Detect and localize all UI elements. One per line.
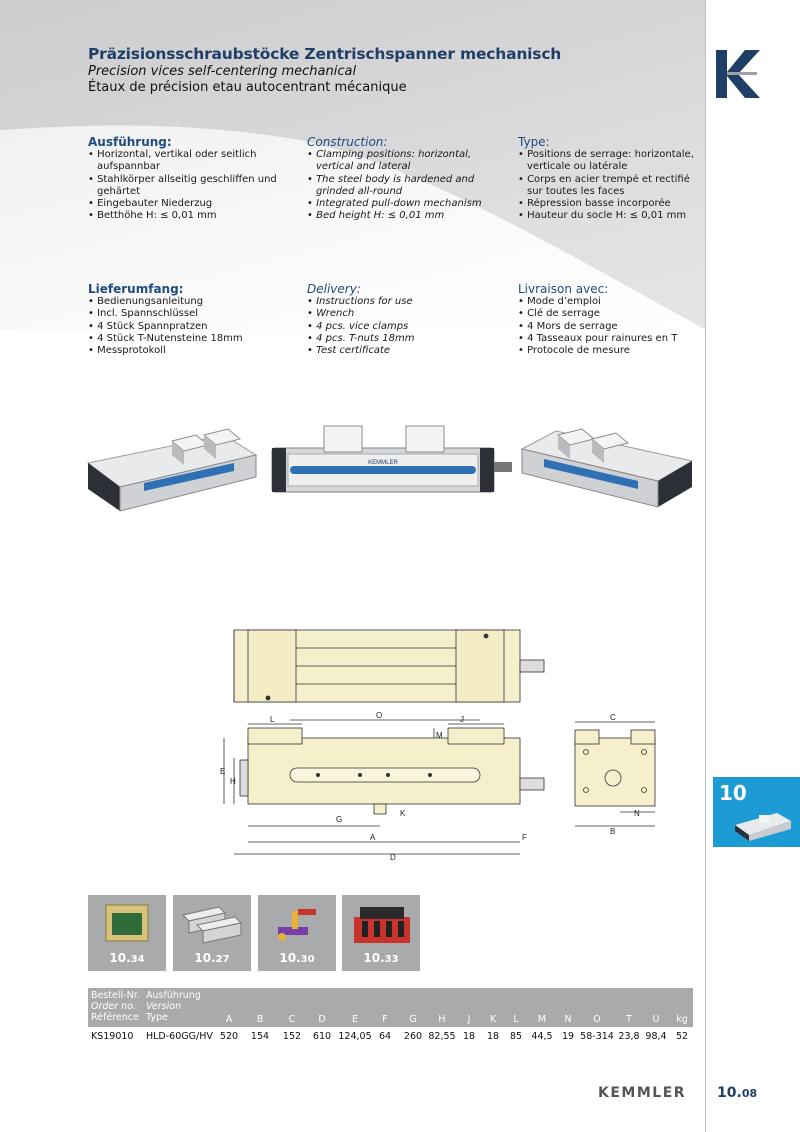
list-item: • Horizontal, vertikal oder seitlich aufspannbar bbox=[88, 149, 288, 173]
construction-fr-heading: Type: bbox=[518, 135, 550, 149]
dimension-label: C bbox=[610, 713, 616, 722]
column-header: L bbox=[513, 1014, 519, 1025]
clamp-tool-icon bbox=[272, 901, 322, 945]
page-titles bbox=[88, 45, 561, 95]
list-item: • Corps en acier trempé et rectifié sur toutes les faces bbox=[518, 174, 698, 198]
list-item: • 4 pcs. T-nuts 18mm bbox=[307, 333, 497, 345]
accessory-number: 10. bbox=[109, 951, 131, 965]
header-text: Order no. bbox=[91, 1001, 137, 1012]
column-header: J bbox=[467, 1014, 471, 1025]
column-header: F bbox=[382, 1014, 388, 1025]
dimension-label: N bbox=[634, 809, 640, 818]
kemmler-logo-icon bbox=[714, 46, 762, 102]
dimension-label: A bbox=[370, 833, 376, 842]
table-cell: 82,55 bbox=[428, 1031, 456, 1042]
header-text: Type bbox=[146, 1012, 168, 1023]
list-item: • Wrench bbox=[307, 308, 497, 320]
accessory-number: 10. bbox=[363, 951, 385, 965]
vice-photo-angled-left bbox=[84, 415, 260, 515]
list-item: • Positions de serrage: horizontale, verticale ou latérale bbox=[518, 149, 698, 173]
list-item: • Bedienungsanleitung bbox=[88, 296, 288, 308]
list-item: • The steel body is hardened and grinded all-round bbox=[307, 174, 497, 198]
table-cell: 58-314 bbox=[580, 1031, 614, 1042]
table-cell: 23,8 bbox=[618, 1031, 640, 1042]
construction-en-heading: Construction: bbox=[307, 135, 388, 149]
column-header: kg bbox=[676, 1014, 688, 1025]
list-item: • 4 Stück Spannpratzen bbox=[88, 321, 288, 333]
accessory-subnumber: 34 bbox=[130, 954, 145, 965]
accessory-number: 10. bbox=[279, 951, 301, 965]
column-header: H bbox=[438, 1014, 446, 1025]
section-number: 10 bbox=[719, 781, 747, 805]
title-german: Präzisionsschraubstöcke Zentrischspanner mechanisch bbox=[88, 45, 562, 63]
header-text: Bestell-Nr. bbox=[91, 990, 140, 1001]
construction-de bbox=[88, 136, 288, 222]
list-item: • Integrated pull-down mechanism bbox=[307, 198, 497, 210]
delivery-fr-list bbox=[518, 296, 698, 357]
dimension-label: D bbox=[390, 853, 396, 862]
list-item: • Mode d’emploi bbox=[518, 296, 698, 308]
list-item: • Eingebauter Niederzug bbox=[88, 198, 288, 210]
dimension-label: L bbox=[270, 715, 275, 724]
list-item: • Messprotokoll bbox=[88, 345, 288, 357]
title-french: Étaux de précision etau autocentrant mécanique bbox=[88, 80, 407, 95]
list-item: • Hauteur du socle H: ≤ 0,01 mm bbox=[518, 210, 698, 222]
list-item: • Test certificate bbox=[307, 345, 497, 357]
section-tab[interactable] bbox=[713, 777, 800, 847]
accessory-subnumber: 30 bbox=[300, 954, 315, 965]
delivery-en-list bbox=[307, 296, 497, 357]
column-header: N bbox=[564, 1014, 572, 1025]
table-row bbox=[88, 1027, 693, 1045]
technical-drawing bbox=[220, 620, 680, 870]
column-header: A bbox=[225, 1014, 233, 1025]
table-cell: 52 bbox=[675, 1031, 689, 1042]
table-cell: 19 bbox=[561, 1031, 575, 1042]
list-item: • Répression basse incorporée bbox=[518, 198, 698, 210]
dimension-label: B bbox=[610, 827, 616, 836]
spec-table bbox=[88, 988, 693, 1045]
delivery-de-heading: Lieferumfang: bbox=[88, 282, 184, 296]
construction-de-list bbox=[88, 149, 288, 222]
clamping-kit-icon bbox=[348, 899, 414, 947]
delivery-de bbox=[88, 283, 288, 357]
accessory-tile-4[interactable] bbox=[342, 895, 420, 971]
table-cell: 98,4 bbox=[645, 1031, 667, 1042]
footer-brand: KEMMLER bbox=[598, 1085, 687, 1101]
accessory-subnumber: 27 bbox=[215, 954, 230, 965]
column-header: D bbox=[318, 1014, 326, 1025]
column-header: M bbox=[537, 1014, 547, 1025]
header-text: Référence bbox=[91, 1012, 139, 1023]
dimension-label: J bbox=[460, 715, 464, 724]
list-item: • Protocole de mesure bbox=[518, 345, 698, 357]
dimension-label: H bbox=[230, 777, 236, 786]
column-header: G bbox=[409, 1014, 417, 1025]
vice-jaws-icon bbox=[179, 901, 245, 945]
header-text: Version bbox=[146, 1001, 182, 1012]
dimension-label: G bbox=[336, 815, 343, 824]
construction-en-list bbox=[307, 149, 497, 222]
list-item: • 4 Mors de serrage bbox=[518, 321, 698, 333]
delivery-en bbox=[307, 283, 497, 357]
list-item: • 4 pcs. vice clamps bbox=[307, 321, 497, 333]
type-cell: HLD-60GG/HV bbox=[146, 1031, 213, 1042]
dimension-label: K bbox=[400, 809, 406, 818]
table-cell: 85 bbox=[509, 1031, 523, 1042]
page-number bbox=[717, 1085, 757, 1101]
title-english: Precision vices self-centering mechanical bbox=[88, 64, 357, 79]
column-header: O bbox=[593, 1014, 601, 1025]
accessory-tile-1[interactable] bbox=[88, 895, 166, 971]
list-item: • Clamping positions: horizontal, vertical and lateral bbox=[307, 149, 497, 173]
column-header: K bbox=[489, 1014, 497, 1025]
vice-photo-front bbox=[268, 418, 518, 498]
vice-photo-angled-right bbox=[518, 415, 696, 515]
page-number-sub: 08 bbox=[741, 1087, 758, 1100]
delivery-fr-heading: Livraison avec: bbox=[518, 282, 609, 296]
table-cell: 152 bbox=[282, 1031, 302, 1042]
table-cell: 44,5 bbox=[531, 1031, 553, 1042]
list-item: • Clé de serrage bbox=[518, 308, 698, 320]
right-margin-strip bbox=[705, 0, 800, 1132]
list-item: • Stahlkörper allseitig geschliffen und gehärtet bbox=[88, 174, 288, 198]
dimension-label: M bbox=[436, 731, 443, 740]
accessory-number: 10. bbox=[194, 951, 216, 965]
column-header: T bbox=[626, 1014, 632, 1025]
vice-brand-label: KEMMLER bbox=[368, 460, 398, 466]
accessory-tile-2[interactable] bbox=[173, 895, 251, 971]
t-nut-box-icon bbox=[102, 901, 152, 945]
table-cell: 64 bbox=[378, 1031, 392, 1042]
list-item: • Incl. Spannschlüssel bbox=[88, 308, 288, 320]
list-item: • 4 Tasseaux pour rainures en T bbox=[518, 333, 698, 345]
construction-de-heading: Ausführung: bbox=[88, 135, 172, 149]
order-number-cell: KS19010 bbox=[91, 1031, 134, 1042]
header-order-column bbox=[91, 990, 140, 1023]
dimension-label: F bbox=[522, 833, 527, 842]
dimension-label: O bbox=[376, 711, 383, 720]
table-cell: 154 bbox=[250, 1031, 270, 1042]
vice-thumbnail-icon bbox=[731, 807, 795, 843]
list-item: • 4 Stück T-Nutensteine 18mm bbox=[88, 333, 288, 345]
column-header: B bbox=[256, 1014, 264, 1025]
table-cell: 610 bbox=[312, 1031, 332, 1042]
spec-table-header bbox=[88, 988, 693, 1027]
dimension-label: E bbox=[220, 767, 226, 776]
page-number-main: 10. bbox=[717, 1085, 742, 1101]
column-header: U bbox=[652, 1014, 660, 1025]
table-cell: 18 bbox=[486, 1031, 500, 1042]
construction-en bbox=[307, 136, 497, 222]
delivery-de-list bbox=[88, 296, 288, 357]
accessory-tile-3[interactable] bbox=[258, 895, 336, 971]
header-type-column bbox=[146, 990, 201, 1023]
list-item: • Betthöhe H: ≤ 0,01 mm bbox=[88, 210, 288, 222]
accessory-subnumber: 33 bbox=[384, 954, 399, 965]
construction-fr-list bbox=[518, 149, 698, 222]
header-text: Ausführung bbox=[146, 990, 201, 1001]
column-header: E bbox=[351, 1014, 358, 1025]
table-cell: 124,05 bbox=[338, 1031, 372, 1042]
delivery-fr bbox=[518, 283, 698, 357]
delivery-en-heading: Delivery: bbox=[307, 282, 361, 296]
list-item: • Bed height H: ≤ 0,01 mm bbox=[307, 210, 497, 222]
table-cell: 18 bbox=[462, 1031, 476, 1042]
column-header: C bbox=[288, 1014, 296, 1025]
list-item: • Instructions for use bbox=[307, 296, 497, 308]
construction-fr bbox=[518, 136, 698, 222]
table-cell: 260 bbox=[403, 1031, 423, 1042]
table-cell: 520 bbox=[219, 1031, 239, 1042]
